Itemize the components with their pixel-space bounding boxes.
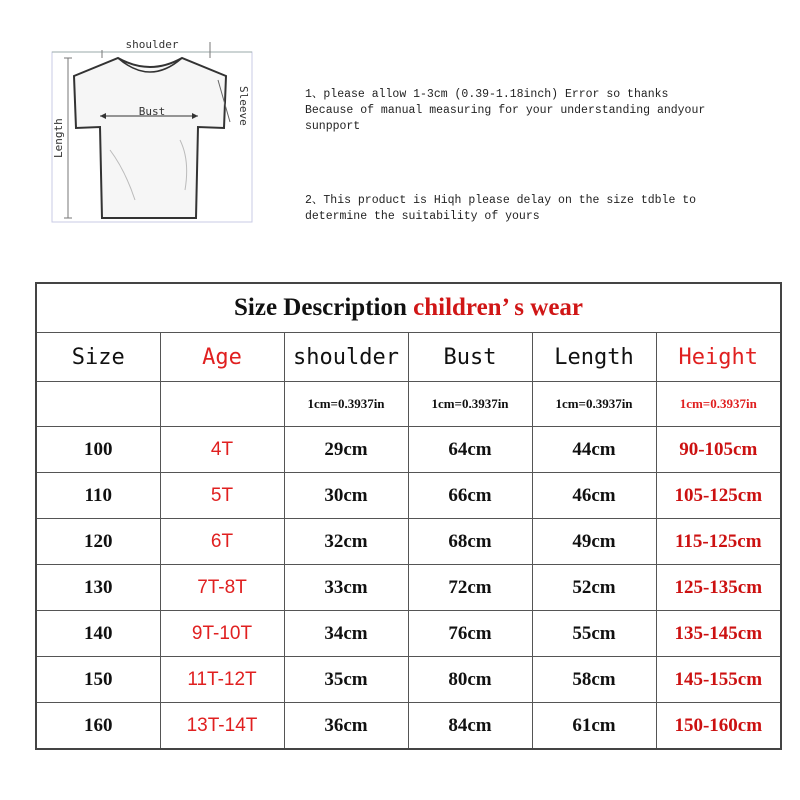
cell-length: 55cm: [532, 611, 656, 657]
cell-age: 13T-14T: [160, 703, 284, 750]
table-row: [36, 703, 781, 750]
cell-bust: 68cm: [408, 519, 532, 565]
table-row: [36, 473, 781, 519]
tshirt-measurement-diagram: [40, 30, 270, 230]
bust-label: Bust: [138, 105, 166, 118]
cell-height: 135-145cm: [656, 611, 781, 657]
note-size-table: 2、This product is Hiqh please delay on the size tdble to determine the suitability of yours: [305, 194, 697, 223]
table-row: [36, 427, 781, 473]
cell-height: 90-105cm: [656, 427, 781, 473]
cell-size: 120: [36, 519, 160, 565]
note-measurement-error: 1、please allow 1-3cm (0.39-1.18inch) Error so thanks Because of manual measuring for your understanding andyour sunpport: [305, 88, 706, 133]
unit-cell: 1cm=0.3937in: [656, 382, 781, 427]
header-age: Age: [160, 333, 284, 382]
cell-shoulder: 32cm: [284, 519, 408, 565]
cell-height: 125-135cm: [656, 565, 781, 611]
cell-shoulder: 29cm: [284, 427, 408, 473]
cell-length: 49cm: [532, 519, 656, 565]
unit-cell: [160, 382, 284, 427]
cell-bust: 66cm: [408, 473, 532, 519]
cell-size: 100: [36, 427, 160, 473]
cell-age: 11T-12T: [160, 657, 284, 703]
cell-length: 58cm: [532, 657, 656, 703]
table-row: [36, 611, 781, 657]
unit-cell: 1cm=0.3937in: [408, 382, 532, 427]
cell-length: 61cm: [532, 703, 656, 750]
unit-cell: 1cm=0.3937in: [284, 382, 408, 427]
cell-shoulder: 36cm: [284, 703, 408, 750]
cell-height: 115-125cm: [656, 519, 781, 565]
header-bust: Bust: [408, 333, 532, 382]
tshirt-outline-icon: [40, 30, 270, 230]
size-table: [35, 282, 782, 750]
cell-size: 130: [36, 565, 160, 611]
header-size: Size: [36, 333, 160, 382]
cell-length: 52cm: [532, 565, 656, 611]
table-row: [36, 565, 781, 611]
header-shoulder: shoulder: [284, 333, 408, 382]
cell-size: 150: [36, 657, 160, 703]
header-height: Height: [656, 333, 781, 382]
cell-size: 110: [36, 473, 160, 519]
cell-age: 4T: [160, 427, 284, 473]
cell-length: 44cm: [532, 427, 656, 473]
shoulder-label: shoulder: [125, 38, 179, 51]
cell-age: 5T: [160, 473, 284, 519]
cell-height: 150-160cm: [656, 703, 781, 750]
cell-size: 140: [36, 611, 160, 657]
cell-bust: 80cm: [408, 657, 532, 703]
cell-shoulder: 35cm: [284, 657, 408, 703]
cell-bust: 76cm: [408, 611, 532, 657]
cell-age: 6T: [160, 519, 284, 565]
cell-age: 7T-8T: [160, 565, 284, 611]
cell-height: 105-125cm: [656, 473, 781, 519]
table-row: [36, 519, 781, 565]
cell-shoulder: 30cm: [284, 473, 408, 519]
cell-shoulder: 33cm: [284, 565, 408, 611]
cell-length: 46cm: [532, 473, 656, 519]
table-row: [36, 657, 781, 703]
cell-bust: 72cm: [408, 565, 532, 611]
header-length: Length: [532, 333, 656, 382]
cell-age: 9T-10T: [160, 611, 284, 657]
cell-shoulder: 34cm: [284, 611, 408, 657]
unit-cell: 1cm=0.3937in: [532, 382, 656, 427]
cell-height: 145-155cm: [656, 657, 781, 703]
cell-bust: 84cm: [408, 703, 532, 750]
table-title-accent: children’ s wear: [413, 294, 584, 321]
table-title-main: Size Description: [234, 294, 414, 321]
cell-bust: 64cm: [408, 427, 532, 473]
cell-size: 160: [36, 703, 160, 750]
table-units-row: [36, 382, 781, 427]
sleeve-label: Sleeve: [237, 86, 250, 126]
table-header-row: [36, 333, 781, 382]
unit-cell: [36, 382, 160, 427]
table-title: [36, 283, 781, 333]
length-label: Length: [52, 118, 65, 158]
